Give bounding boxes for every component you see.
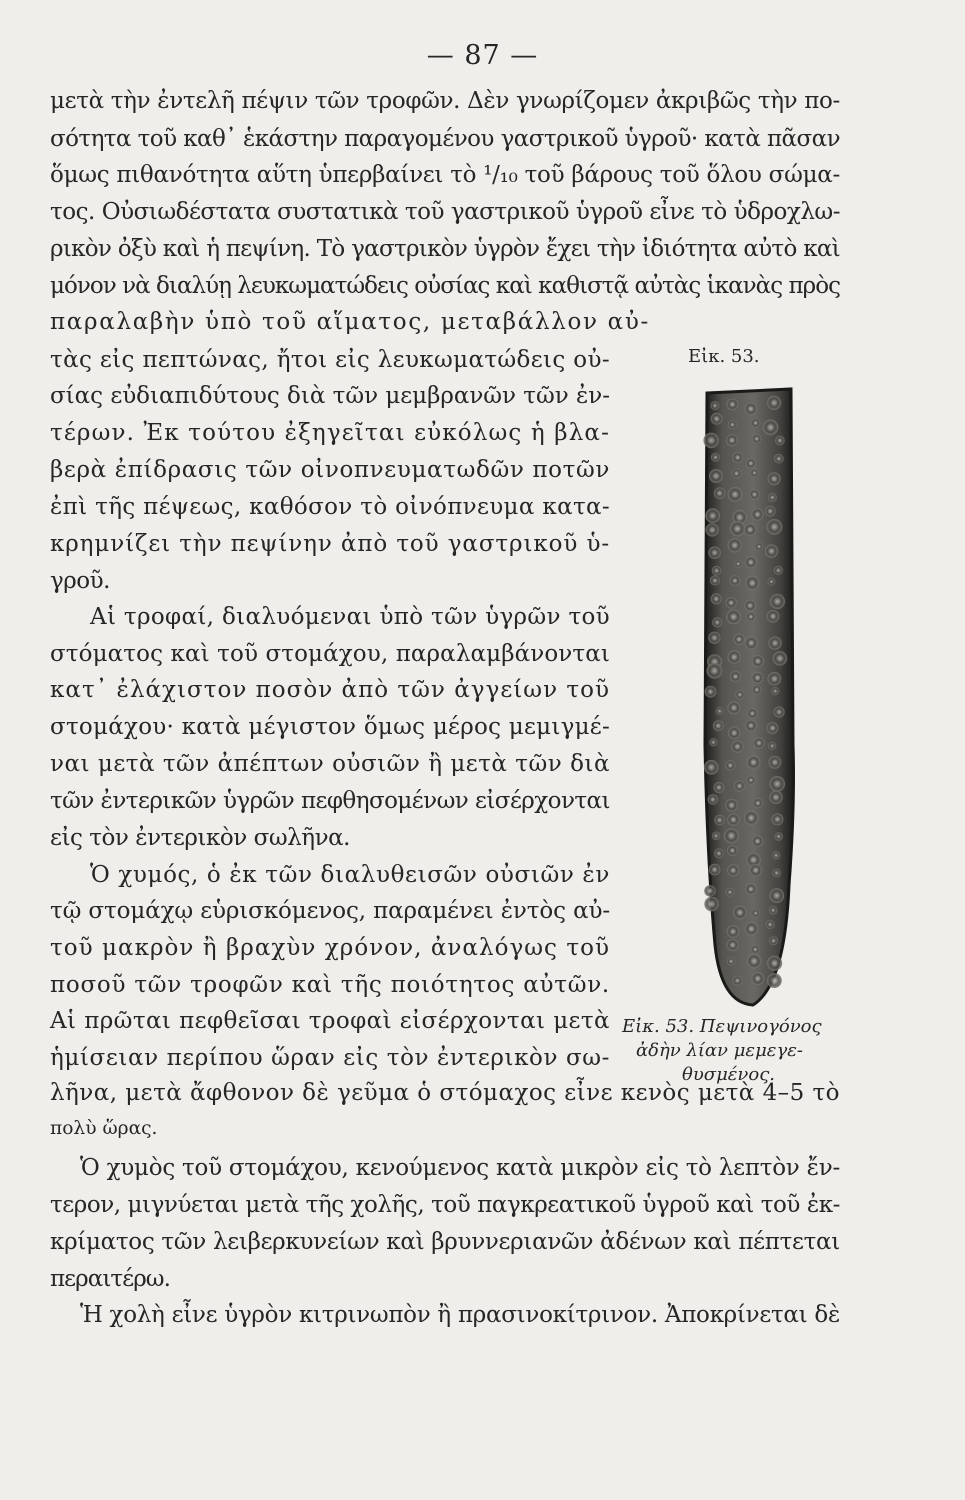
text-line: βερὰ ἐπίδρασις τῶν οἰνοπνευματωδῶν ποτῶν bbox=[50, 457, 610, 483]
text-line: Ὁ χυμός, ὁ ἐκ τῶν διαλυθεισῶν οὐσιῶν ἐν bbox=[90, 862, 610, 888]
text-line: Ἡ χολὴ εἶνε ὑγρὸν κιτρινωπὸν ἢ πρασινοκίτρινον. Ἀποκρίνεται δὲ bbox=[80, 1302, 841, 1328]
text-line: τερον, μιγνύεται μετὰ τῆς χολῆς, τοῦ παγκρεατικοῦ ὑγροῦ καὶ τοῦ ἐκ- bbox=[50, 1192, 840, 1218]
text-line: γροῦ. bbox=[50, 568, 110, 594]
text-line: τέρων. Ἐκ τούτου ἐξηγεῖται εὐκόλως ἡ βλα- bbox=[50, 420, 610, 446]
figure-caption-line: ἀδὴν λίαν μεμεγε- bbox=[636, 1040, 803, 1061]
text-line: στόματος καὶ τοῦ στομάχου, παραλαμβάνονται bbox=[50, 641, 610, 667]
text-line: μόνον νὰ διαλύῃ λευκωματώδεις οὐσίας καὶ καθιστᾷ αὐτὰς ἱκανὰς πρὸς bbox=[50, 273, 840, 299]
page-number: — 87 — bbox=[426, 40, 539, 71]
text-line: κρίματος τῶν λειβερκυνείων καὶ βρυννεριανῶν ἀδένων καὶ πέπτεται bbox=[50, 1229, 840, 1255]
text-line: ἡμίσειαν περίπου ὥραν εἰς τὸν ἐντερικὸν σω- bbox=[50, 1045, 610, 1071]
text-line: τος. Οὐσιωδέστατα συστατικὰ τοῦ γαστρικοῦ ὑγροῦ εἶνε τὸ ὑδροχλω- bbox=[50, 199, 840, 225]
text-line: πολὺ ὥρας. bbox=[50, 1118, 158, 1139]
text-line: Ὁ χυμὸς τοῦ στομάχου, κενούμενος κατὰ μικρὸν εἰς τὸ λεπτὸν ἔν- bbox=[80, 1155, 840, 1181]
text-line: τὰς εἰς πεπτώνας, ἤτοι εἰς λευκωματώδεις οὐ- bbox=[50, 347, 610, 373]
text-line: παραλαβὴν ὑπὸ τοῦ αἵματος, μεταβάλλον αὐ- bbox=[50, 309, 650, 335]
text-line: τῷ στομάχῳ εὑρισκόμενος, παραμένει ἐντὸς αὐ- bbox=[50, 898, 610, 924]
text-line: ὅμως πιθανότητα αὕτη ὑπερβαίνει τὸ ¹/₁₀ τοῦ βάρους τοῦ ὅλου σώμα- bbox=[50, 162, 840, 188]
text-line: Αἱ πρῶται πεφθεῖσαι τροφαὶ εἰσέρχονται μετὰ bbox=[50, 1008, 610, 1034]
text-line: ρικὸν ὀξὺ καὶ ἡ πεψίνη. Τὸ γαστρικὸν ὑγρὸν ἔχει τὴν ἰδιότητα αὐτὸ καὶ bbox=[50, 236, 840, 262]
gastric-gland-illustration-icon bbox=[693, 385, 808, 1010]
figure-caption-line: Εἰκ. 53. Πεψινογόνος bbox=[622, 1016, 822, 1037]
text-line: τοῦ μακρὸν ἢ βραχὺν χρόνον, ἀναλόγως τοῦ bbox=[50, 935, 610, 961]
text-line: Αἱ τροφαί, διαλυόμεναι ὑπὸ τῶν ὑγρῶν τοῦ bbox=[90, 604, 610, 630]
text-line: εἰς τὸν ἐντερικὸν σωλῆνα. bbox=[50, 825, 350, 851]
text-line: στομάχου· κατὰ μέγιστον ὅμως μέρος μεμιγμέ- bbox=[50, 714, 610, 740]
text-line: σίας εὐδιαπιδύτους διὰ τῶν μεμβρανῶν τῶν ἐν- bbox=[50, 383, 610, 409]
text-line: λῆνα, μετὰ ἄφθονον δὲ γεῦμα ὁ στόμαχος εἶνε κενὸς μετὰ 4–5 τὸ bbox=[50, 1080, 840, 1106]
text-line: ἐπὶ τῆς πέψεως, καθόσον τὸ οἰνόπνευμα κατα- bbox=[50, 494, 610, 520]
text-line: κατ᾽ ἐλάχιστον ποσὸν ἀπὸ τῶν ἀγγείων τοῦ bbox=[50, 677, 610, 703]
figure-caption-line: θυσμένος. bbox=[682, 1064, 776, 1085]
text-line: μετὰ τὴν ἐντελῆ πέψιν τῶν τροφῶν. Δὲν γνωρίζομεν ἀκριβῶς τὴν πο- bbox=[50, 88, 840, 114]
text-line: περαιτέρω. bbox=[50, 1266, 170, 1292]
text-line: ναι μετὰ τῶν ἀπέπτων οὐσιῶν ἢ μετὰ τῶν διὰ bbox=[50, 751, 610, 777]
text-line: ποσοῦ τῶν τροφῶν καὶ τῆς ποιότητος αὐτῶν. bbox=[50, 972, 610, 998]
text-line: τῶν ἐντερικῶν ὑγρῶν πεφθησομένων εἰσέρχονται bbox=[50, 788, 610, 814]
figure-label: Εἰκ. 53. bbox=[688, 346, 760, 367]
text-line: κρημνίζει τὴν πεψίνην ἀπὸ τοῦ γαστρικοῦ ὑ- bbox=[50, 531, 610, 557]
text-line: σότητα τοῦ καθ᾽ ἑκάστην παραγομένου γαστρικοῦ ὑγροῦ· κατὰ πᾶσαν bbox=[50, 126, 841, 152]
